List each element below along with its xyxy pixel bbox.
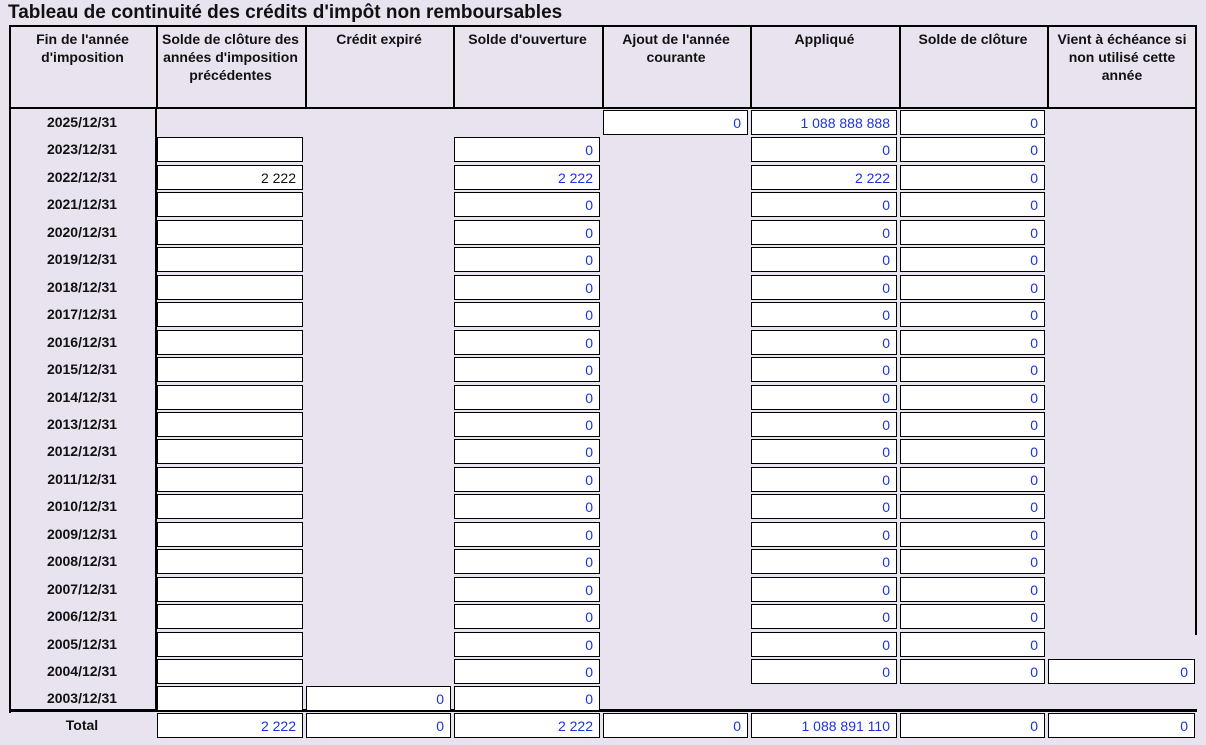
applied-field[interactable]: 2 222 [751,165,897,190]
column-header-0: Fin de l'année d'imposition [36,31,129,65]
closing-balance-field[interactable]: 0 [900,412,1045,437]
row-year-label: 2018/12/31 [46,278,118,295]
closing-balance-field[interactable]: 0 [900,522,1045,547]
prev-balance-input[interactable] [157,192,303,217]
row-year-label: 2017/12/31 [46,306,118,323]
opening-balance-field[interactable]: 0 [454,412,600,437]
total-expired-credit-field: 0 [306,713,451,738]
row-year-label: 2022/12/31 [46,168,118,185]
applied-field[interactable]: 0 [751,357,897,382]
applied-field[interactable]: 0 [751,412,897,437]
column-header-6: Solde de clôture [918,31,1028,47]
opening-balance-field[interactable]: 0 [454,385,600,410]
total-current-year-addition-field: 0 [603,713,748,738]
row-year-label: 2023/12/31 [46,141,118,158]
row-year-label: 2009/12/31 [46,525,118,542]
closing-balance-field[interactable]: 0 [900,467,1045,492]
total-expiring-field: 0 [1048,713,1195,738]
applied-field[interactable]: 0 [751,549,897,574]
opening-balance-field[interactable]: 0 [454,632,600,657]
applied-field[interactable]: 0 [751,467,897,492]
total-prev-balance-input: 2 222 [157,713,303,738]
header-divider [602,25,604,107]
header-divider [899,25,901,107]
applied-field[interactable]: 0 [751,275,897,300]
prev-balance-input[interactable] [157,385,303,410]
applied-field[interactable]: 0 [751,302,897,327]
prev-balance-input[interactable] [157,549,303,574]
closing-balance-field[interactable]: 0 [900,494,1045,519]
closing-balance-field[interactable]: 0 [900,137,1045,162]
opening-balance-field[interactable]: 0 [454,577,600,602]
expiring-field[interactable]: 0 [1048,659,1195,684]
column-header-5: Appliqué [794,31,855,47]
closing-balance-field[interactable]: 0 [900,330,1045,355]
prev-balance-input[interactable] [157,686,303,711]
row-year-label: 2021/12/31 [46,196,118,213]
prev-balance-input[interactable] [157,247,303,272]
opening-balance-field[interactable]: 0 [454,686,600,711]
prev-balance-input[interactable] [157,275,303,300]
column-header-3: Solde d'ouverture [468,31,587,47]
closing-balance-field[interactable]: 0 [900,165,1045,190]
header-divider [156,25,158,107]
closing-balance-field[interactable]: 0 [900,275,1045,300]
row-year-label: 2025/12/31 [46,114,118,130]
row-year-label: 2014/12/31 [46,388,118,405]
applied-field[interactable]: 0 [751,192,897,217]
column-header-2: Crédit expiré [336,31,422,47]
header-divider [305,25,307,107]
row-year-label: 2008/12/31 [46,553,118,570]
row-year-label: 2015/12/31 [46,361,118,378]
applied-field[interactable]: 0 [751,632,897,657]
row-year-label: 2013/12/31 [46,415,118,432]
row-year-label: 2020/12/31 [46,223,118,240]
applied-field[interactable]: 1 088 888 888 [751,110,897,135]
table-right-border [1195,25,1197,635]
column-header-7: Vient à échéance si non utilisé cette année [1057,31,1187,83]
row-year-label: 2010/12/31 [46,498,118,515]
opening-balance-field[interactable]: 0 [454,604,600,629]
row-year-label: 2007/12/31 [46,580,118,597]
header-divider [453,25,455,107]
opening-balance-field[interactable]: 0 [454,302,600,327]
closing-balance-field[interactable]: 0 [900,659,1045,684]
opening-balance-field[interactable]: 0 [454,467,600,492]
applied-field[interactable]: 0 [751,330,897,355]
applied-field[interactable]: 0 [751,439,897,464]
opening-balance-field[interactable]: 0 [454,494,600,519]
applied-field[interactable]: 0 [751,137,897,162]
opening-balance-field[interactable]: 0 [454,522,600,547]
prev-balance-input[interactable] [157,522,303,547]
opening-balance-field[interactable]: 0 [454,549,600,574]
opening-balance-field[interactable]: 0 [454,330,600,355]
opening-balance-field[interactable]: 0 [454,137,600,162]
prev-balance-input[interactable] [157,357,303,382]
prev-balance-input[interactable] [157,412,303,437]
opening-balance-field[interactable]: 0 [454,247,600,272]
closing-balance-field[interactable]: 0 [900,385,1045,410]
opening-balance-field[interactable]: 0 [454,659,600,684]
column-header-1: Solde de clôture des années d'imposition précédentes [162,31,299,83]
opening-balance-field[interactable]: 2 222 [454,165,600,190]
prev-balance-input[interactable] [157,577,303,602]
closing-balance-field[interactable]: 0 [900,110,1045,135]
total-applied-field: 1 088 891 110 [751,713,897,738]
row-year-label: 2005/12/31 [46,635,118,652]
opening-balance-field[interactable]: 0 [454,220,600,245]
prev-balance-input[interactable] [157,494,303,519]
prev-balance-input[interactable] [157,632,303,657]
credit-continuity-table [9,25,1197,740]
row-year-label: 2019/12/31 [46,251,118,268]
closing-balance-field[interactable]: 0 [900,192,1045,217]
opening-balance-field[interactable]: 0 [454,357,600,382]
prev-balance-input[interactable] [157,604,303,629]
closing-balance-field[interactable]: 0 [900,247,1045,272]
prev-balance-input[interactable] [157,302,303,327]
closing-balance-field[interactable]: 0 [900,302,1045,327]
closing-balance-field[interactable]: 0 [900,632,1045,657]
expired-credit-field[interactable]: 0 [306,686,451,711]
prev-balance-input[interactable] [157,659,303,684]
row-year-label: 2011/12/31 [47,470,117,487]
closing-balance-field[interactable]: 0 [900,357,1045,382]
applied-field[interactable]: 0 [751,577,897,602]
prev-balance-input[interactable] [157,467,303,492]
closing-balance-field[interactable]: 0 [900,439,1045,464]
closing-balance-field[interactable]: 0 [900,549,1045,574]
prev-balance-input[interactable] [157,137,303,162]
header-divider [1047,25,1049,107]
opening-balance-field[interactable]: 0 [454,192,600,217]
prev-balance-input[interactable] [157,330,303,355]
closing-balance-field[interactable]: 0 [900,577,1045,602]
applied-field[interactable]: 0 [751,247,897,272]
closing-balance-field[interactable]: 0 [900,220,1045,245]
row-year-label: 2012/12/31 [46,443,118,460]
applied-field[interactable]: 0 [751,604,897,629]
applied-field[interactable]: 0 [751,494,897,519]
prev-balance-input[interactable] [157,220,303,245]
prev-balance-input[interactable] [157,439,303,464]
total-label: Total [65,717,99,733]
closing-balance-field[interactable]: 0 [900,604,1045,629]
opening-balance-field[interactable]: 0 [454,439,600,464]
row-year-label: 2016/12/31 [46,333,118,350]
row-year-label: 2003/12/31 [46,690,118,707]
applied-field[interactable]: 0 [751,659,897,684]
row-year-label: 2004/12/31 [46,663,118,679]
applied-field[interactable]: 0 [751,220,897,245]
applied-field[interactable]: 0 [751,385,897,410]
applied-field[interactable]: 0 [751,522,897,547]
total-opening-balance-field: 2 222 [454,713,600,738]
opening-balance-field[interactable]: 0 [454,275,600,300]
prev-balance-input[interactable]: 2 222 [157,165,303,190]
column-header-4: Ajout de l'année courante [622,31,730,65]
header-bottom-border [9,107,1197,109]
current-year-addition-field[interactable]: 0 [603,110,748,135]
page-title: Tableau de continuité des crédits d'impôt non remboursables [8,2,563,23]
header-divider [750,25,752,107]
row-year-label: 2006/12/31 [46,608,118,625]
total-closing-balance-field: 0 [900,713,1045,738]
